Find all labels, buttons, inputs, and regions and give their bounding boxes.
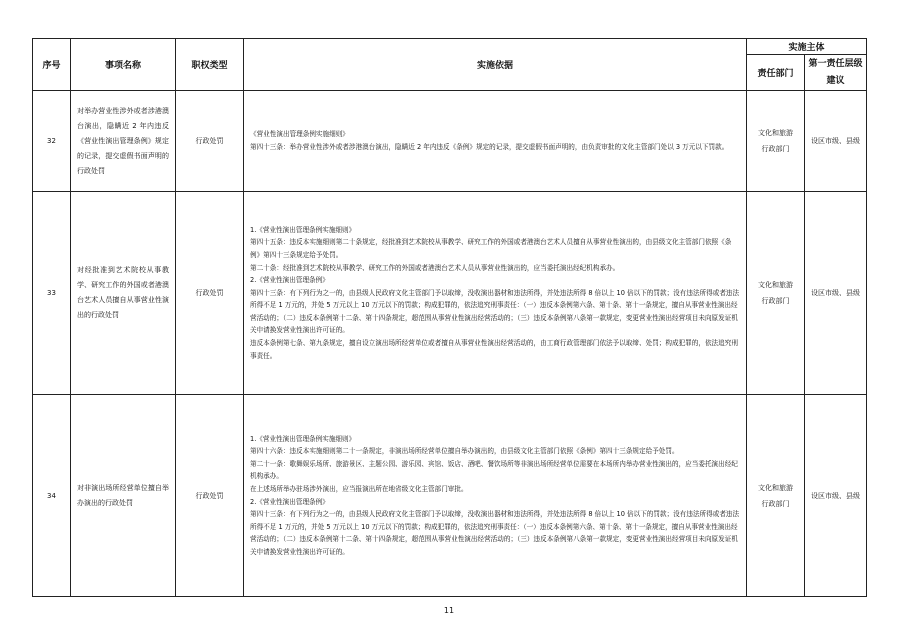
basis-line: 在上述场所举办驻场涉外演出，应当报演出所在地省级文化主管部门审批。 <box>250 484 468 493</box>
page-number: 11 <box>443 606 455 615</box>
row-type: 行政处罚 <box>176 395 244 597</box>
basis-line: 第二十条：经批准到艺术院校从事教学、研究工作的外国或者港澳台艺术人员从事营业性演出的，应当委托演出经纪机构承办。 <box>250 263 620 272</box>
basis-line: 《营业性演出管理条例实施细则》 <box>250 130 349 139</box>
row-name: 对经批准到艺术院校从事教学、研究工作的外国或者港澳台艺术人员擅自从事营业性演出的行政处罚 <box>71 192 176 395</box>
row-level: 设区市级、县级 <box>805 395 867 597</box>
row-level: 设区市级、县级 <box>805 91 867 192</box>
row-name: 对非演出场所经营单位擅自举办演出的行政处罚 <box>71 395 176 597</box>
row-type: 行政处罚 <box>176 91 244 192</box>
row-no: 34 <box>33 395 71 597</box>
header-no: 序号 <box>33 39 71 91</box>
row-dept: 文化和旅游行政部门 <box>747 91 805 192</box>
row-name: 对举办营业性涉外或者涉港澳台演出，隐瞒近 2 年内违反《营业性演出管理条例》规定的记录，提交虚假书面声明的行政处罚 <box>71 91 176 192</box>
row-basis <box>244 192 747 395</box>
basis-line: 1.《营业性演出管理条例实施细则》 <box>250 434 356 443</box>
header-subject: 实施主体 <box>747 39 867 55</box>
basis-line: 第四十三条：举办营业性涉外或者涉港澳台演出，隐瞒近 2 年内违反《条例》规定的记录，提交虚假书面声明的，由负责审批的文化主管部门处以 3 万元以下罚款。 <box>250 143 729 151</box>
basis-line: 第四十三条：有下列行为之一的，由县级人民政府文化主管部门予以取缔，没收演出器材和违法所得，并处违法所得 8 倍以上 10 倍以下的罚款；没有违法所得或者违法所得不足 1 万元的，并处 5 万元以上 10 万元以下的罚款；构成犯罪的，依法追究刑事责任：（一）违反本条例第六条、第十条、第十一条规定，擅自从事营业性演出经营活动的；（二）违反本条例第十二条、第十四条规定，超范围从事营业性演出经营活动的；（三）违反本条例第八条第一款规定，变更营业性演出经营项目未向原发证机关申请换发营业性演出许可证的。 <box>250 510 740 556</box>
header-dept: 责任部门 <box>747 55 805 91</box>
header-basis: 实施依据 <box>244 39 747 91</box>
item-table <box>32 38 867 597</box>
basis-line: 第四十三条：有下列行为之一的，由县级人民政府文化主管部门予以取缔，没收演出器材和违法所得，并处违法所得 8 倍以上 10 倍以下的罚款；没有违法所得或者违法所得不足 1 万元的，并处 5 万元以上 10 万元以下的罚款；构成犯罪的，依法追究刑事责任：（一）违反本条例第六条、第十条、第十一条规定，擅自从事营业性演出经营活动的；（二）违反本条例第十二条、第十四条规定，超范围从事营业性演出经营活动的；（三）违反本条例第八条第一款规定，变更营业性演出经营项目未向原发证机关申请换发营业性演出许可证的。 <box>250 288 740 335</box>
basis-line: 第四十五条：违反本实施细则第二十条规定，经批准到艺术院校从事教学、研究工作的外国或者港澳台艺术人员擅自从事营业性演出的，由县级文化主管部门依照《条例》第四十三条规定给予处罚。 <box>250 238 732 259</box>
row-basis <box>244 91 747 192</box>
header-level: 第一责任层级建议 <box>805 55 867 91</box>
row-dept: 文化和旅游行政部门 <box>747 395 805 597</box>
basis-line: 2.《营业性演出管理条例》 <box>250 276 329 285</box>
row-basis <box>244 395 747 597</box>
basis-line: 2.《营业性演出管理条例》 <box>250 497 329 506</box>
basis-line: 1.《营业性演出管理条例实施细则》 <box>250 225 356 234</box>
table-row <box>33 395 867 597</box>
table-row <box>33 91 867 192</box>
row-type: 行政处罚 <box>176 192 244 395</box>
basis-line: 第二十一条：歌舞娱乐场所、旅游景区、主题公园、游乐园、宾馆、饭店、酒吧、餐饮场所等非演出场所经营单位需要在本场所内举办营业性演出的，应当委托演出经纪机构承办。 <box>250 459 738 481</box>
row-no: 33 <box>33 192 71 395</box>
row-dept: 文化和旅游行政部门 <box>747 192 805 395</box>
header-name: 事项名称 <box>71 39 176 91</box>
basis-line: 违反本条例第七条、第九条规定，擅自设立演出场所经营单位或者擅自从事营业性演出经营活动的，由工商行政管理部门依法予以取缔、处罚；构成犯罪的，依法追究刑事责任。 <box>250 339 738 360</box>
row-level: 设区市级、县级 <box>805 192 867 395</box>
basis-line: 第四十六条：违反本实施细则第二十一条规定，非演出场所经营单位擅自举办演出的，由县级文化主管部门依照《条例》第四十三条规定给予处罚。 <box>250 447 679 456</box>
row-no: 32 <box>33 91 71 192</box>
header-type: 职权类型 <box>176 39 244 91</box>
table-row <box>33 192 867 395</box>
